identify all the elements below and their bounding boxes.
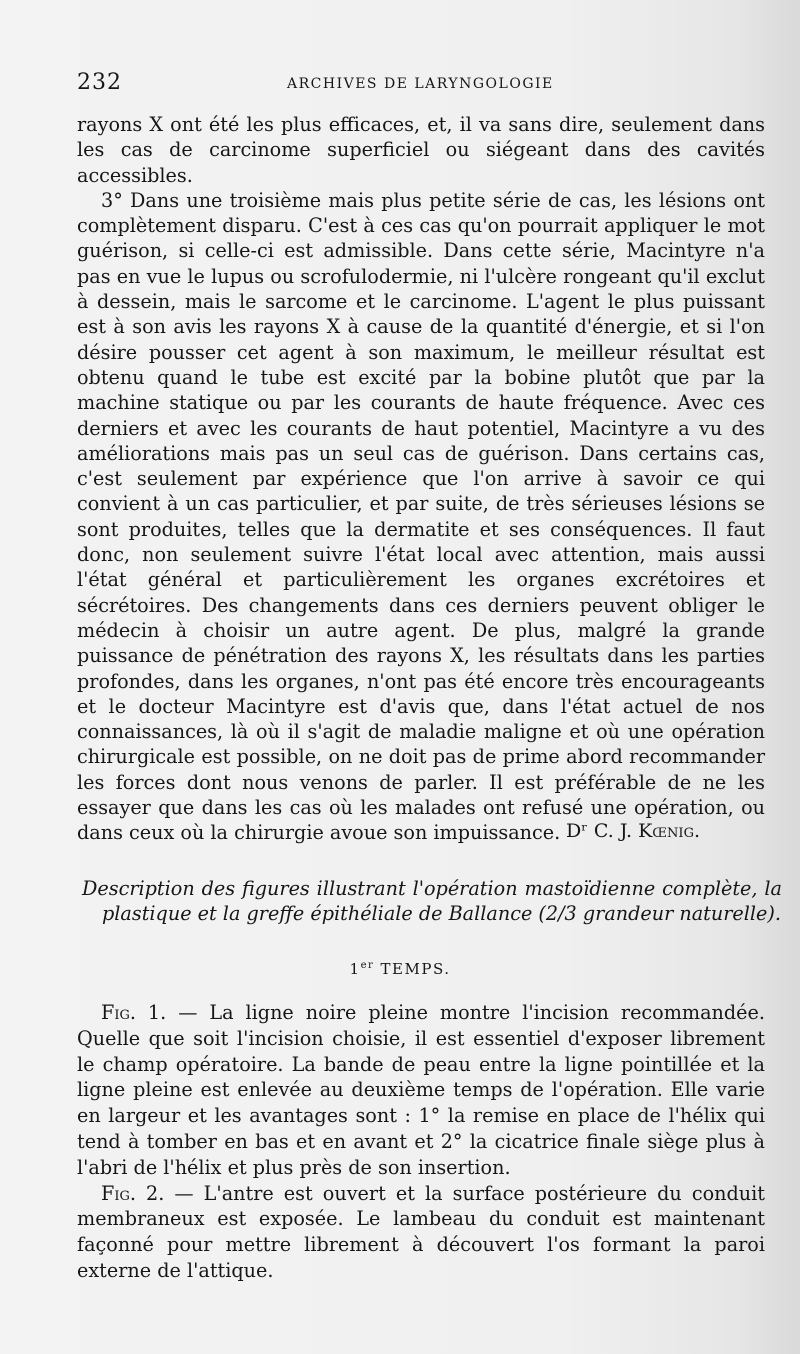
figure-text: — L'antre est ouvert et la surface postérieure du conduit membraneux est exposée. Le lambeau du conduit est maintenant façonné pour mettre librement à découvert l'os formant la paroi externe de l'attique. — [77, 1181, 765, 1282]
figure-descriptions — [77, 1000, 765, 1284]
section-number: 1 — [349, 960, 361, 978]
page-header — [77, 70, 767, 98]
page-number: 232 — [77, 70, 122, 95]
paragraph-third-series: 3° Dans une troisième mais plus petite série de cas, les lésions ont complètement disparu. C'est à ces cas qu'on pourrait appliquer le mot guérison, si celle-ci est admissible. Dans cette série, Macintyre n'a pas en vue le lupus ou scrofulodermie, ni l'ulcère rongeant qu'il exclut à dessein, mais le sarcome et le carcinome. L'agent le plus puissant est à son avis les rayons X à cause de la quantité d'énergie, et si l'on désire pousser cet agent à son maximum, le meilleur résultat est obtenu quand le tube est excité par la bobine plutôt que par la machine statique ou par les courants de haute fréquence. Avec ces derniers et avec les courants de haut potentiel, Macintyre a vu des améliorations mais pas un seul cas de guérison. Dans certains cas, c'est seulement par expérience que l'on arrive à savoir ce qui convient à un cas particulier, et par suite, de très sérieuses lésions se sont produites, telles que la dermatite et ses conséquences. Il faut donc, non seulement suivre l'état local avec attention, mais aussi l'état général et particulièrement les organes excrétoires et sécrétoires. Des changements dans ces derniers peuvent obliger le médecin à choisir un autre agent. De plus, malgré la grande puissance de pénétration des rayons X, les résultats dans les parties profondes, dans les organes, n'ont pas été encore très encourageants et le docteur Macintyre est d'avis que, dans l'état actuel de nos connaissances, là où il s'agit de maladie maligne et où une opération chirurgicale est possible, on ne doit pas de prime abord recommander les forces dont nous venons de parler. Il est préférable de ne les essayer que dans les cas où les malades ont refusé une opération, ou dans ceux où la chirurgie avoue son impuissance. — [77, 188, 765, 845]
figure-description — [77, 1000, 765, 1181]
article-body — [77, 112, 765, 846]
section-label: TEMPS. — [380, 960, 451, 978]
figure-label: Fig. 2. — [101, 1181, 165, 1205]
figure-text: — La ligne noire pleine montre l'incision recommandée. Quelle que soit l'incision choisie, il est essentiel d'exposer librement le champ opératoire. La bande de peau entre la ligne pointillée et la ligne pleine est enlevée au deuxième temps de l'opération. Elle varie en largeur et les avantages sont : 1° la remise en place de l'hélix qui tend à tomber en bas et en avant et 2° la cicatrice finale siège plus à l'abri de l'hélix et plus près de son insertion. — [77, 1001, 765, 1179]
figures-caption: Description des figures illustrant l'opération mastoïdienne complète, la plastique et la greffe épithéliale de Ballance (2/3 grandeur naturelle). — [82, 877, 782, 925]
author-signature — [500, 820, 700, 842]
paragraph-continuation: rayons X ont été les plus efficaces, et, il va sans dire, seulement dans les cas de carcinome superficiel ou siégeant dans des cavités accessibles. — [77, 113, 765, 187]
figure-description — [77, 1181, 765, 1284]
signature-prefix: Dʳ C. J. — [566, 820, 633, 842]
running-head: ARCHIVES DE LARYNGOLOGIE — [287, 76, 554, 92]
figure-label: Fig. 1. — [101, 1001, 167, 1024]
signature-name: Kœnig. — [638, 820, 700, 842]
section-ordinal: er — [360, 960, 375, 971]
section-title — [0, 960, 800, 978]
